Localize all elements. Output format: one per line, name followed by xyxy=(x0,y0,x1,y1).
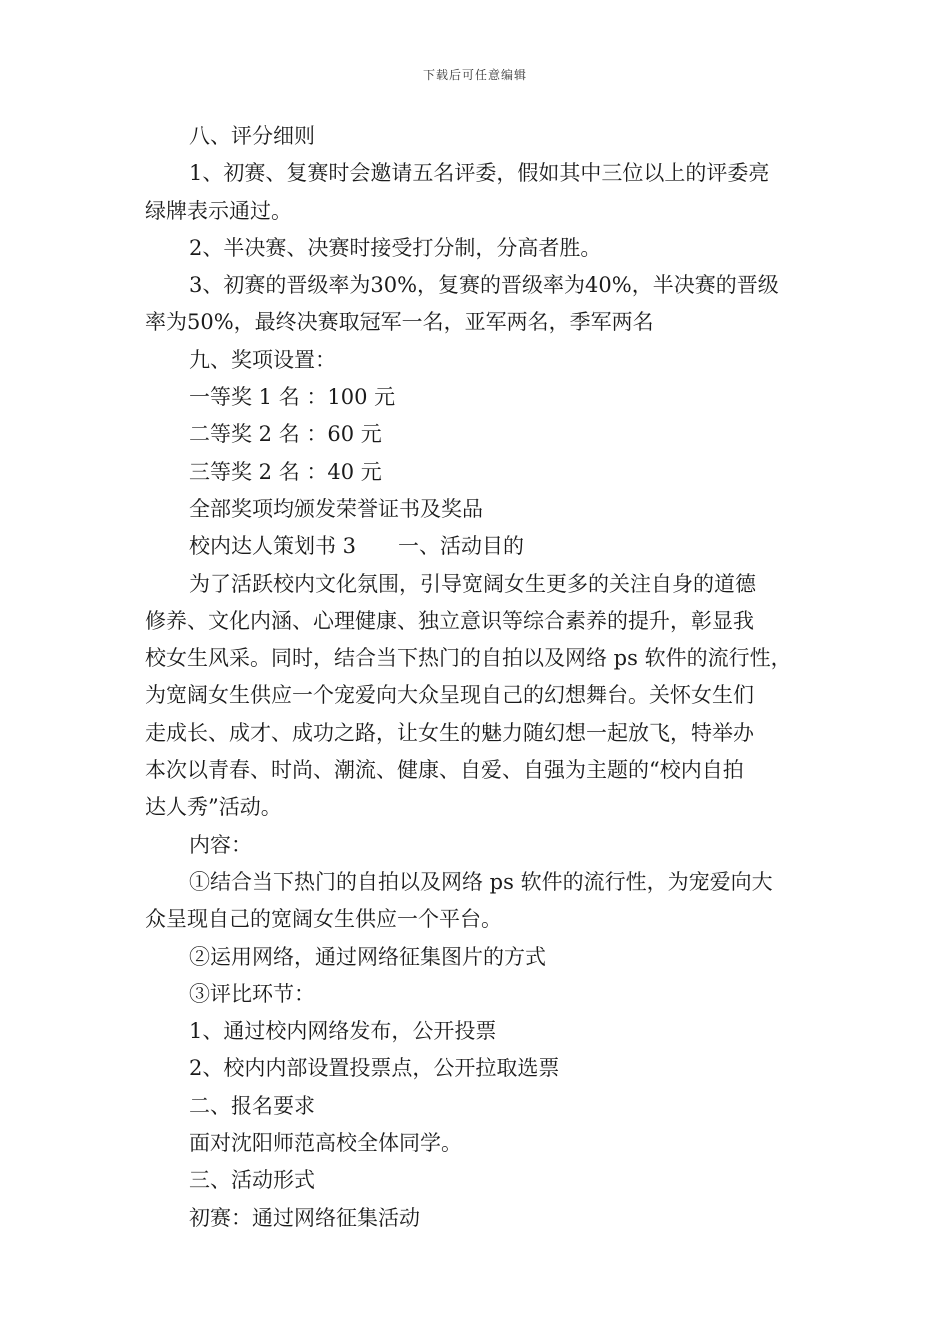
text-line: 面对沈阳师范高校全体同学。 xyxy=(189,1131,462,1156)
text-line: 校内达人策划书 3 一、活动目的 xyxy=(189,534,525,559)
text-line: 走成长、成才、成功之路，让女生的魅力随幻想一起放飞，特举办 xyxy=(145,720,754,745)
text-line: 三、活动形式 xyxy=(189,1168,315,1193)
text-line: 修养、文化内涵、心理健康、独立意识等综合素养的提升，彰显我 xyxy=(145,608,754,633)
text-line: 九、奖项设置： xyxy=(189,347,336,372)
document-body xyxy=(145,118,813,1237)
text-line: 达人秀”活动。 xyxy=(145,795,282,820)
text-line: 绿牌表示通过。 xyxy=(145,198,292,223)
text-line: 初赛：通过网络征集活动 xyxy=(189,1205,420,1230)
text-line: 二等奖 2 名 ：60 元 xyxy=(189,422,382,447)
text-line: 三等奖 2 名 ：40 元 xyxy=(189,459,382,484)
text-line: ②运用网络，通过网络征集图片的方式 xyxy=(189,944,546,969)
text-line: ①结合当下热门的自拍以及网络 ps 软件的流行性，为宠爱向大 xyxy=(189,869,773,894)
text-line: 全部奖项均颁发荣誉证书及奖品 xyxy=(189,496,483,521)
text-line: 3、初赛的晋级率为30%，复赛的晋级率为40%，半决赛的晋级 xyxy=(189,273,779,298)
text-line: ③评比环节： xyxy=(189,981,315,1006)
text-line: 1、初赛、复赛时会邀请五名评委，假如其中三位以上的评委亮 xyxy=(189,161,770,186)
text-line: 1、通过校内网络发布，公开投票 xyxy=(189,1019,497,1044)
text-line: 2、半决赛、决赛时接受打分制，分高者胜。 xyxy=(189,235,602,260)
text-line: 二、报名要求 xyxy=(189,1093,315,1118)
text-line: 八、评分细则 xyxy=(189,124,315,148)
text-line: 众呈现自己的宽阔女生供应一个平台。 xyxy=(145,907,502,932)
text-line: 内容： xyxy=(189,832,252,857)
text-line: 校女生风采。同时，结合当下热门的自拍以及网络 ps 软件的流行性， xyxy=(145,646,792,671)
text-line: 率为50%，最终决赛取冠军一名，亚军两名，季军两名 xyxy=(145,310,654,335)
text-line: 为了活跃校内文化氛围，引导宽阔女生更多的关注自身的道德 xyxy=(189,571,756,596)
page-header-note: 下载后可任意编辑 xyxy=(422,68,527,82)
text-line: 为宽阔女生供应一个宠爱向大众呈现自己的幻想舞台。关怀女生们 xyxy=(145,683,754,708)
text-line: 一等奖 1 名 ：100 元 xyxy=(189,385,396,410)
text-line: 本次以青春、时尚、潮流、健康、自爱、自强为主题的“校内自拍 xyxy=(145,758,744,783)
text-line: 2、校内内部设置投票点，公开拉取选票 xyxy=(189,1056,560,1081)
